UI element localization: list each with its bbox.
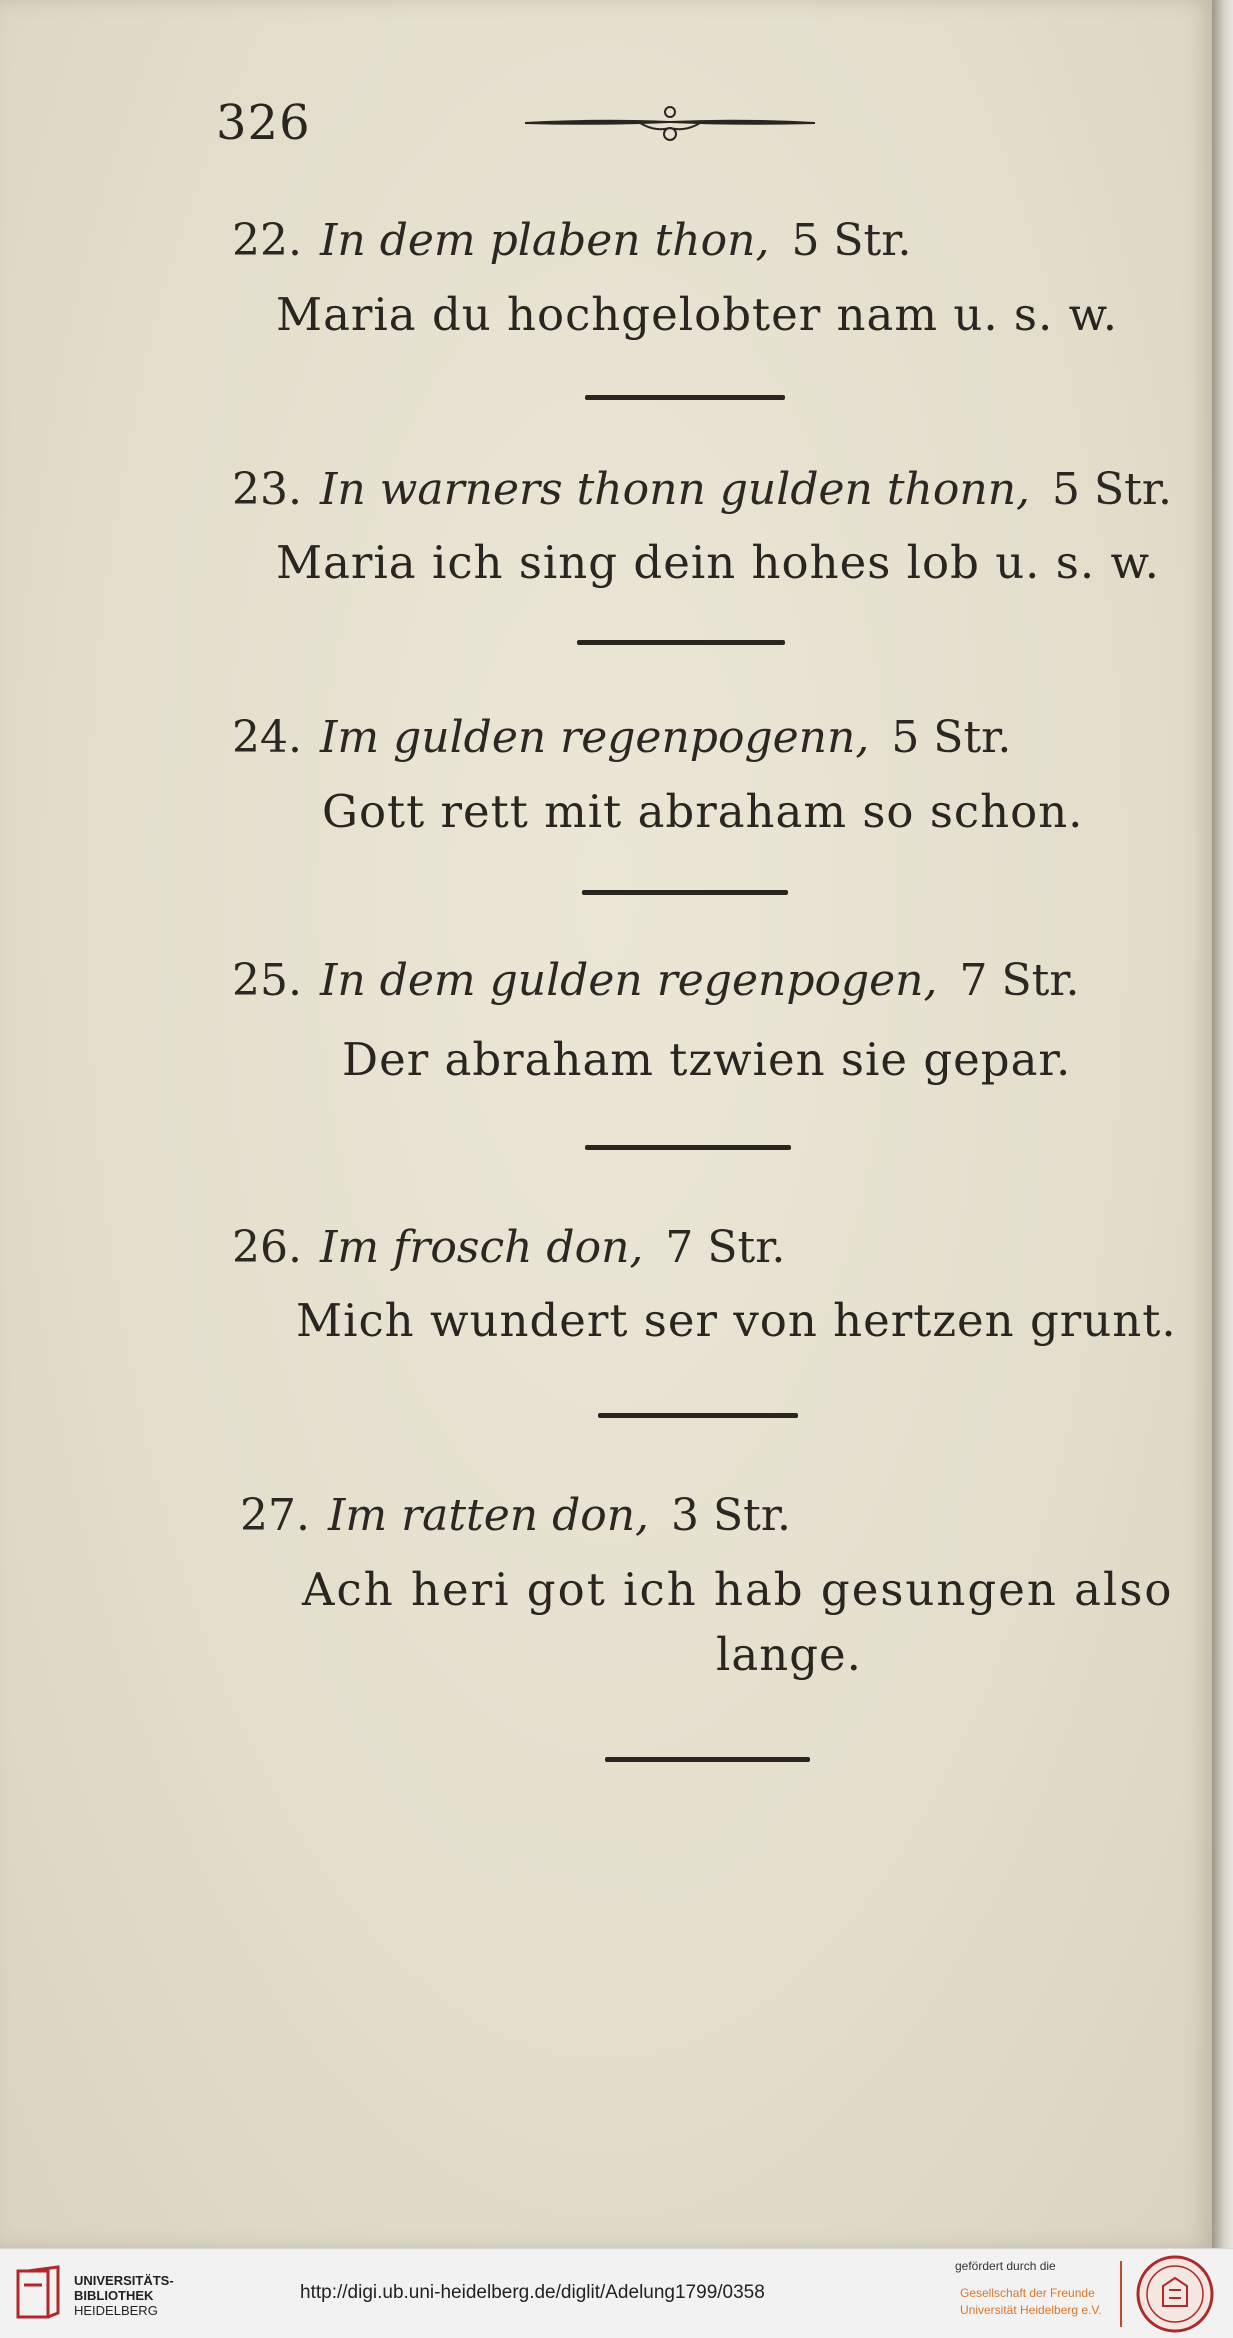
entry-strophes: 7 Str. (665, 1222, 786, 1273)
entry-25-heading (232, 955, 1080, 1006)
entry-title: In dem gulden regenpogen, (319, 955, 938, 1006)
entry-24-heading (232, 712, 1011, 763)
sponsor-divider (1120, 2261, 1122, 2327)
footer-bar (0, 2248, 1233, 2338)
university-seal-icon[interactable] (1135, 2254, 1215, 2334)
library-name-line-3: HEIDELBERG (74, 2303, 158, 2318)
entry-title: Im gulden regenpogenn, (319, 712, 870, 763)
section-rule (582, 890, 788, 895)
library-name[interactable] (74, 2273, 174, 2318)
entry-22-line: Maria du hochgelobter nam u. s. w. (276, 288, 1119, 341)
entry-24-line: Gott rett mit abraham so schon. (322, 785, 1084, 838)
section-rule (605, 1757, 810, 1762)
section-rule (598, 1413, 798, 1418)
entry-number: 27. (240, 1490, 310, 1541)
entry-27-heading (240, 1490, 791, 1541)
entry-number: 26. (232, 1222, 302, 1273)
entry-27-line-2: lange. (716, 1628, 862, 1681)
entry-strophes: 7 Str. (959, 955, 1080, 1006)
page-edge (1212, 0, 1233, 2248)
library-name-line-2: BIBLIOTHEK (74, 2288, 154, 2303)
page-number: 326 (216, 95, 311, 151)
entry-strophes: 5 Str. (791, 215, 912, 266)
entry-number: 25. (232, 955, 302, 1006)
sponsor-name[interactable] (960, 2285, 1102, 2319)
entry-26-heading (232, 1222, 785, 1273)
entry-number: 24. (232, 712, 302, 763)
entry-22-heading (232, 215, 911, 266)
sponsor-name-line-1: Gesellschaft der Freunde (960, 2286, 1095, 2300)
sponsor-name-line-2: Universität Heidelberg e.V. (960, 2303, 1102, 2317)
entry-number: 23. (232, 464, 302, 515)
section-rule (577, 640, 785, 645)
permalink-url[interactable]: http://digi.ub.uni-heidelberg.de/diglit/Adelung1799/0358 (300, 2282, 765, 2303)
entry-strophes: 5 Str. (1052, 464, 1173, 515)
section-rule (585, 395, 785, 400)
entry-title: Im frosch don, (319, 1222, 644, 1273)
entry-26-line: Mich wundert ser von hertzen grunt. (296, 1294, 1177, 1347)
entry-title: Im ratten don, (327, 1490, 650, 1541)
entry-strophes: 3 Str. (671, 1490, 792, 1541)
section-rule (585, 1145, 791, 1150)
entry-number: 22. (232, 215, 302, 266)
entry-23-heading (232, 464, 1172, 515)
entry-title: In dem plaben thon, (319, 215, 770, 266)
entry-25-line: Der abraham tzwien sie gepar. (342, 1033, 1072, 1086)
sponsor-label: gefördert durch die (955, 2259, 1056, 2273)
entry-title: In warners thonn gulden thonn, (319, 464, 1031, 515)
library-name-line-1: UNIVERSITÄTS- (74, 2273, 174, 2288)
entry-strophes: 5 Str. (891, 712, 1012, 763)
entry-27-line-1: Ach heri got ich hab gesungen also (302, 1563, 1174, 1616)
ub-logo-icon[interactable] (14, 2265, 64, 2323)
ornament-icon (520, 104, 820, 150)
entry-23-line: Maria ich sing dein hohes lob u. s. w. (276, 536, 1160, 589)
